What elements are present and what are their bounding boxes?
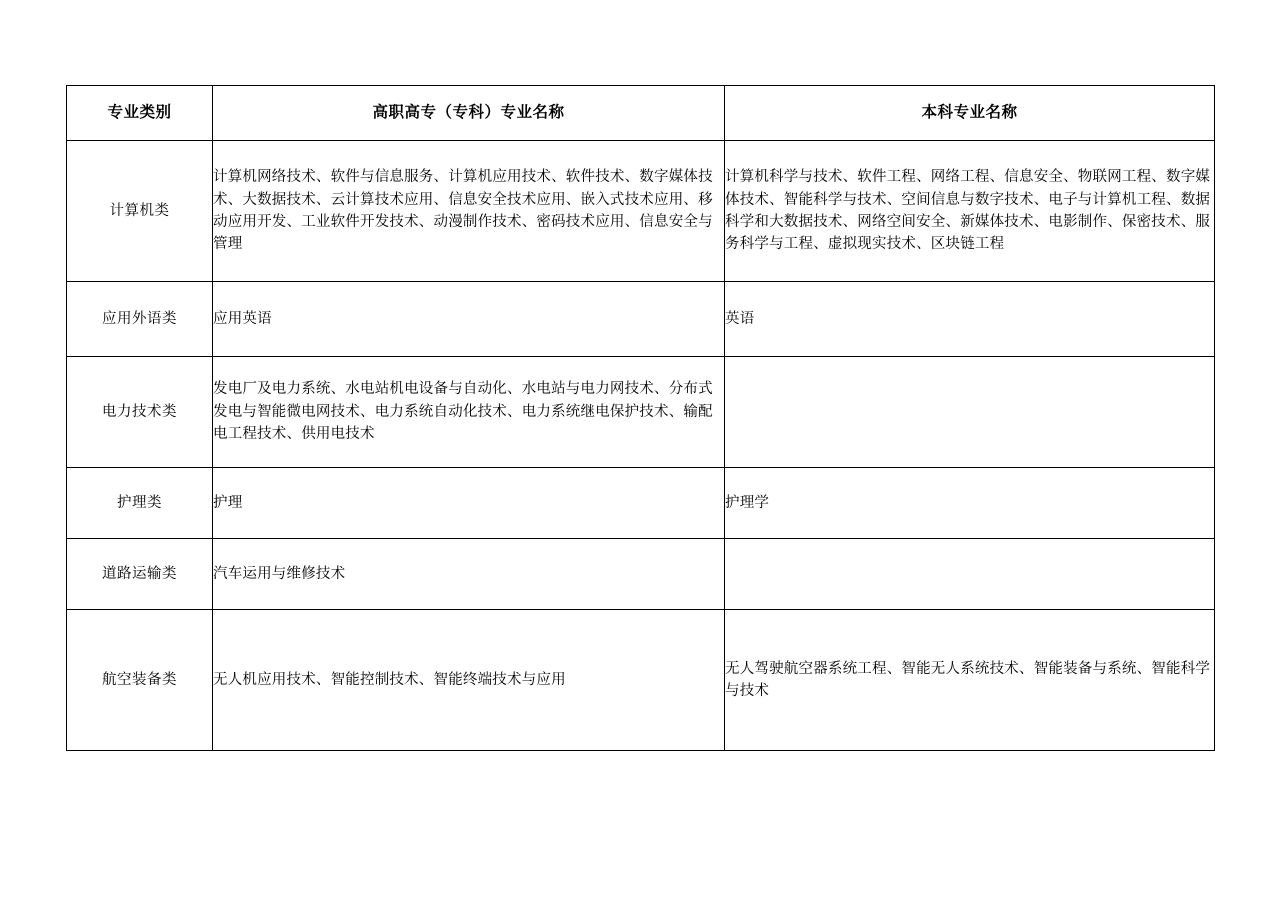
cell-category: 计算机类 — [67, 141, 213, 282]
cell-vocational-majors: 护理 — [213, 468, 725, 539]
table-row — [67, 141, 1215, 282]
cell-undergraduate-majors — [725, 357, 1215, 468]
cell-vocational-majors: 无人机应用技术、智能控制技术、智能终端技术与应用 — [213, 610, 725, 751]
cell-undergraduate-majors — [725, 539, 1215, 610]
column-header-category: 专业类别 — [67, 86, 213, 141]
cell-vocational-majors: 应用英语 — [213, 282, 725, 357]
cell-category: 航空装备类 — [67, 610, 213, 751]
column-header-vocational: 高职高专（专科）专业名称 — [213, 86, 725, 141]
cell-vocational-majors: 计算机网络技术、软件与信息服务、计算机应用技术、软件技术、数字媒体技术、大数据技术、云计算技术应用、信息安全技术应用、嵌入式技术应用、移动应用开发、工业软件开发技术、动漫制作技术、密码技术应用、信息安全与管理 — [213, 141, 725, 282]
cell-vocational-majors: 发电厂及电力系统、水电站机电设备与自动化、水电站与电力网技术、分布式发电与智能微电网技术、电力系统自动化技术、电力系统继电保护技术、输配电工程技术、供用电技术 — [213, 357, 725, 468]
cell-category: 电力技术类 — [67, 357, 213, 468]
cell-undergraduate-majors: 护理学 — [725, 468, 1215, 539]
table-row — [67, 468, 1215, 539]
table-body — [67, 141, 1215, 751]
table-row — [67, 357, 1215, 468]
major-comparison-table-wrapper — [66, 85, 1214, 751]
cell-undergraduate-majors: 计算机科学与技术、软件工程、网络工程、信息安全、物联网工程、数字媒体技术、智能科学与技术、空间信息与数字技术、电子与计算机工程、数据科学和大数据技术、网络空间安全、新媒体技术、电影制作、保密技术、服务科学与工程、虚拟现实技术、区块链工程 — [725, 141, 1215, 282]
table-header — [67, 86, 1215, 141]
major-comparison-table — [66, 85, 1215, 751]
table-header-row — [67, 86, 1215, 141]
table-row — [67, 610, 1215, 751]
cell-undergraduate-majors: 英语 — [725, 282, 1215, 357]
table-row — [67, 282, 1215, 357]
cell-category: 道路运输类 — [67, 539, 213, 610]
cell-category: 护理类 — [67, 468, 213, 539]
column-header-undergraduate: 本科专业名称 — [725, 86, 1215, 141]
cell-vocational-majors: 汽车运用与维修技术 — [213, 539, 725, 610]
cell-undergraduate-majors: 无人驾驶航空器系统工程、智能无人系统技术、智能装备与系统、智能科学与技术 — [725, 610, 1215, 751]
cell-category: 应用外语类 — [67, 282, 213, 357]
table-row — [67, 539, 1215, 610]
